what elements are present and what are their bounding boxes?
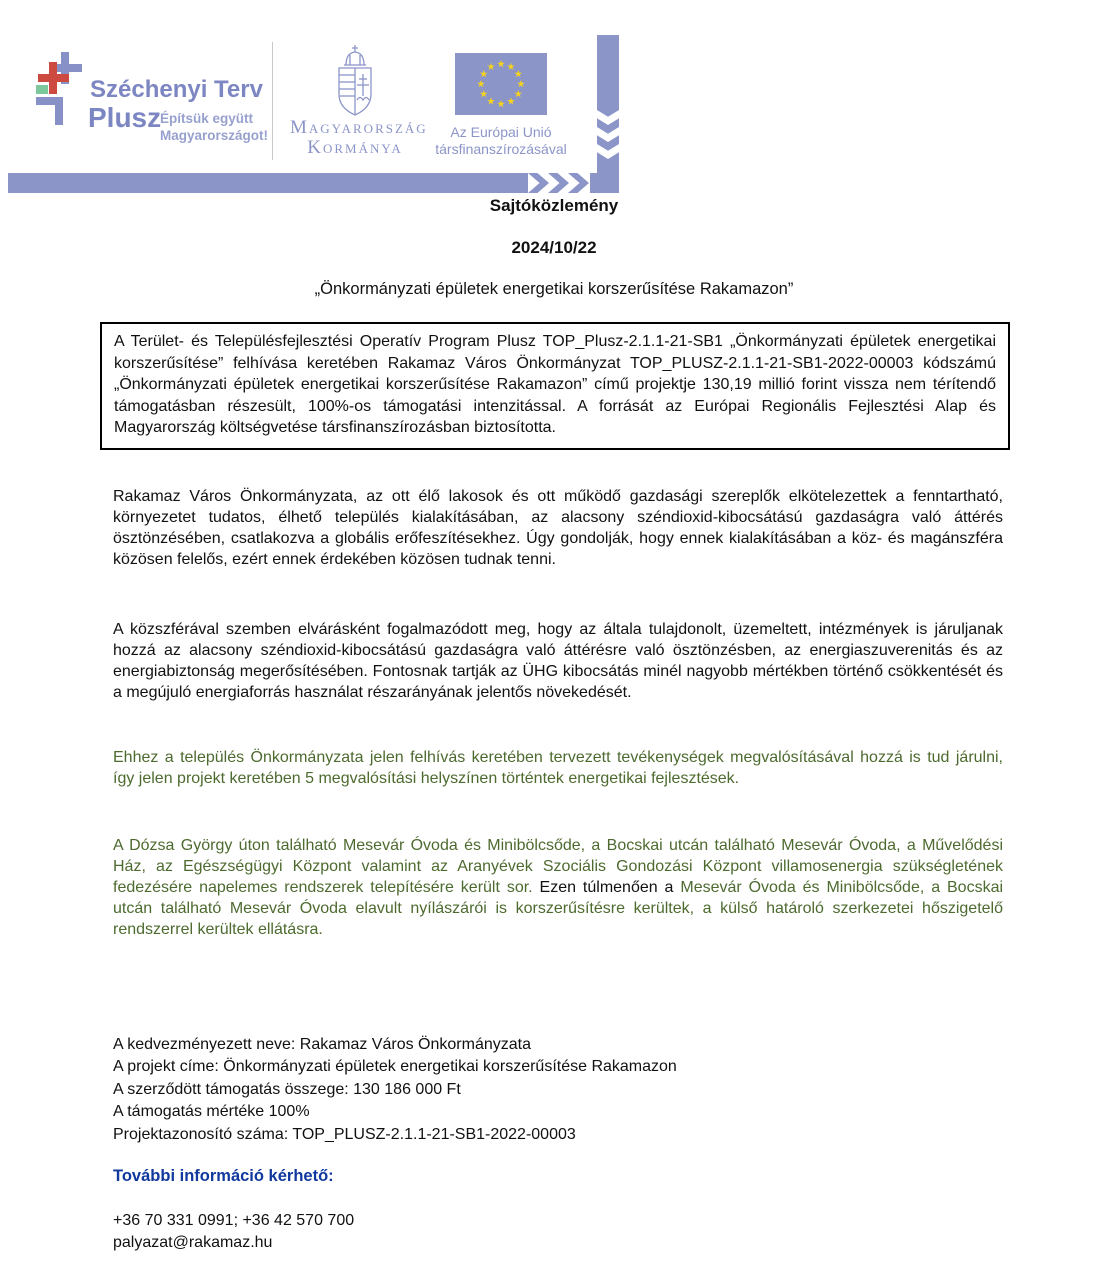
body-paragraph-1: Rakamaz Város Önkormányzata, az ott élő lakosok és ott működő gazdasági szereplők elkötelezettek a fenntartható, környezetet tudatos, élhető település kialakításában, az alacsony széndioxid-kibocsátású gazdaságra való áttérés ösztönzésében, csatlakozva a globális erőfeszítésekhez. Úgy gondolják, hogy ennek kialakításában a köz- és magánszféra közösen felelős, ezért ennek érdekében közösen tudnak tenni.	[113, 488, 1003, 568]
contact-phone: +36 70 331 0991; +36 42 570 700	[113, 1212, 355, 1229]
header-bar-corner	[590, 173, 619, 193]
government-label-line2: Kormánya	[307, 137, 403, 158]
szechenyi-plus-cross-icon	[36, 52, 86, 132]
body-paragraph-4-mixed	[113, 835, 1003, 940]
header-chevrons-right-icon	[528, 173, 590, 193]
szechenyi-tagline-line2: Magyarországot!	[160, 128, 269, 143]
project-details-block	[113, 1034, 1003, 1146]
szechenyi-tagline-line1: Építsük együtt	[160, 111, 254, 126]
detail-project-id: Projektazonosító száma: TOP_PLUSZ-2.1.1-21-SB1-2022-00003	[113, 1125, 576, 1143]
body-paragraph-2: A közszférával szemben elvárásként fogalmazódott meg, hogy az általa tulajdonolt, üzemeltett, intézmények is járuljanak hozzá az alacsony széndioxid-kibocsátású gazdaságra való áttérésre való ösztönzésben, az energiaszuverenitás és az energiabiztonság megerősítésében. Fontosnak tartják az ÜHG kibocsátás minél nagyobb mértékben történő csökkentését és a megújuló energiaforrás használat részarányának jelentős növekedését.	[113, 621, 1003, 701]
detail-beneficiary: A kedvezményezett neve: Rakamaz Város Önkormányzata	[113, 1036, 531, 1053]
government-label-line1: Magyarország	[290, 117, 428, 138]
government-label	[290, 117, 428, 158]
contact-email: palyazat@rakamaz.hu	[113, 1234, 273, 1251]
detail-project-title: A projekt címe: Önkormányzati épületek energetikai korszerűsítése Rakamazon	[113, 1058, 677, 1076]
eu-cofinancing-label	[425, 124, 577, 158]
more-info-heading: További információ kérhető:	[113, 1167, 334, 1185]
eu-cofinancing-label-line2: társfinanszírozásával	[435, 141, 567, 157]
body-paragraph-3-highlight: Ehhez a település Önkormányzata jelen felhívás keretében tervezett tevékenységek megvalósításával hozzá is tud járulni, így jelen projekt keretében 5 megvalósítási helyszínen történtek energetikai fejlesztések.	[113, 749, 1003, 787]
eu-cofinancing-label-line1: Az Európai Unió	[450, 124, 552, 140]
lead-summary-box: A Terület- és Településfejlesztési Operatív Program Plusz TOP_Plusz-2.1.1-21-SB1 „Önkormányzati épületek energetikai korszerűsítése” felhívása keretében Rakamaz Város Önkormányzat TOP_PLUSZ-2.1.1-21-SB1-2022-00003 kódszámú „Önkormányzati épületek energetikai korszerűsítése Rakamazon” című projektje 130,19 millió forint vissza nem térítendő támogatásban részesült, 100%-os támogatási intenzitással. A forrását az Európai Regionális Fejlesztési Alap és Magyarország költségvetése társfinanszírozásban biztosította.	[100, 322, 1010, 450]
header-divider	[272, 42, 273, 160]
paragraph-4-black-segment: Ezen túlmenően a	[539, 879, 681, 896]
press-release-date: 2024/10/22	[511, 238, 597, 257]
szechenyi-title-line1: Széchenyi Terv	[90, 76, 263, 103]
szechenyi-tagline	[160, 110, 268, 144]
szechenyi-title-line2: Plusz	[88, 102, 162, 133]
header-vertical-bar-chevrons-down-icon	[597, 35, 619, 193]
header-horizontal-bar	[8, 173, 528, 193]
detail-grant-rate: A támogatás mértéke 100%	[113, 1103, 310, 1121]
eu-flag-icon	[455, 53, 547, 115]
page-title: Sajtóközlemény	[489, 196, 619, 215]
press-release-subtitle: „Önkormányzati épületek energetikai korszerűsítése Rakamazon”	[314, 280, 794, 298]
detail-grant-amount: A szerződött támogatás összege: 130 186 000 Ft	[113, 1080, 461, 1098]
paragraph-4-green-segment-1: A Dózsa György úton található Mesevár Óvoda és Minibölcsőde, a Bocskai utcán található Mesevár Óvoda, a Művelődési Ház, az Egészségügyi Központ valamint az Aranyévek Szociális Gondozási Központ villamosenergia szükségletének fedezésére napelemes rendszerek telepítésére került sor.	[113, 837, 1003, 896]
paragraph-4-green-segment-2: Mesevár Óvoda és Minibölcsőde, a Bocskai utcán található Mesevár Óvoda elavult nyílászárói is korszerűsítésre kerültek, a külső határoló szerkezetei hőszigetelő rendszerrel kerültek ellátásra.	[113, 879, 1004, 938]
hungary-coat-of-arms-icon	[327, 44, 383, 118]
